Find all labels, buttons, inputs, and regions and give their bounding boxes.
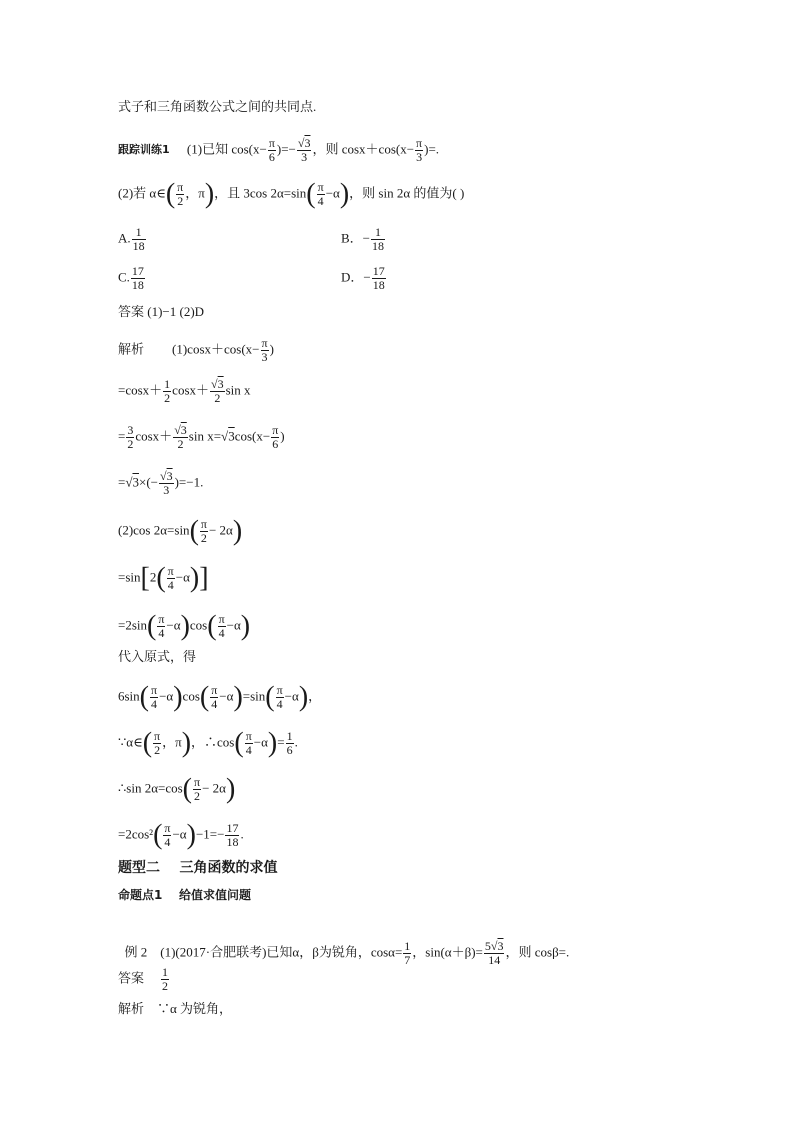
solution-line: 6sin( $\frac{\pi}{4}$ −α)cos( $\frac{\pi}{4}$ −α)=sin( $\frac{\pi}{4}$ −α)， (118, 681, 322, 713)
answer-line: 答案 (1)−1 (2)D (118, 304, 205, 319)
exercise-part2: (2)若 α∈( $\frac{\pi}{2}$ ，π)，且 3cos 2α=sin( $\frac{\pi}{4}$ −α)，则 sin 2α 的值为( ) (118, 178, 465, 210)
solution-line: 解析 (1)cosx＋cos(x− $\frac{\pi}{3}$ ) (118, 336, 274, 364)
exercise-line: 跟踪训练1 (1)已知 cos(x− $\frac{\pi}{6}$ )=− $\frac{√3}{3}$ ，则 cosx＋cos(x− $\frac{\pi}{3}$ )=. (118, 136, 440, 164)
exercise-tag: 跟踪训练1 (118, 143, 170, 157)
solution-line: =cosx＋ $\frac{1}{2}$ cosx＋ $\frac{√3}{2}$ sin x (118, 377, 251, 405)
option-d: D．− $\frac{17}{18}$ (341, 264, 385, 292)
solution-line: 解析 ∵α 为锐角， (118, 1001, 233, 1016)
solution-line: =2sin( $\frac{\pi}{4}$ −α)cos( $\frac{\pi}{4}$ −α) (118, 610, 251, 642)
solution-line: = $\frac{3}{2}$ cosx＋ $\frac{√3}{2}$ sin x=√3cos(x− $\frac{\pi}{6}$ ) (118, 423, 285, 451)
example-line: 例 2 (1)(2017·合肥联考)已知α，β为锐角，cosα= $\frac{1}{7}$ ，sin(α＋β)= $\frac{5√3}{14}$ ，则 cosβ=. (124, 939, 570, 967)
solution-line: ∵α∈( $\frac{\pi}{2}$ ，π)，∴cos( $\frac{\pi}{4}$ −α)= $\frac{1}{6}$ . (118, 727, 298, 759)
text-line: 式子和三角函数公式之间的共同点. (118, 99, 317, 114)
answer-line: 答案 $\frac{1}{2}$ (118, 965, 169, 993)
option-b: B．− $\frac{1}{18}$ (341, 225, 385, 253)
solution-line: (2)cos 2α=sin( $\frac{\pi}{2}$ − 2α) (118, 515, 243, 547)
solution-line: =√3×(− $\frac{√3}{3}$ )=−1. (118, 469, 204, 497)
subsection-heading: 命题点1 给值求值问题 (118, 888, 252, 902)
option-a: A. $\frac{1}{18}$ (118, 225, 145, 253)
option-c: C. $\frac{17}{18}$ (118, 264, 144, 292)
solution-line: ∴sin 2α=cos( $\frac{\pi}{2}$ − 2α) (118, 773, 236, 805)
solution-line: =2cos²( $\frac{\pi}{4}$ −α)−1=− $\frac{17}{18}$ . (118, 819, 244, 851)
solution-line: =sin[2( $\frac{\pi}{4}$ −α)] (118, 562, 209, 594)
text-line: 代入原式，得 (118, 649, 197, 664)
section-heading: 题型二 三角函数的求值 (118, 860, 278, 876)
